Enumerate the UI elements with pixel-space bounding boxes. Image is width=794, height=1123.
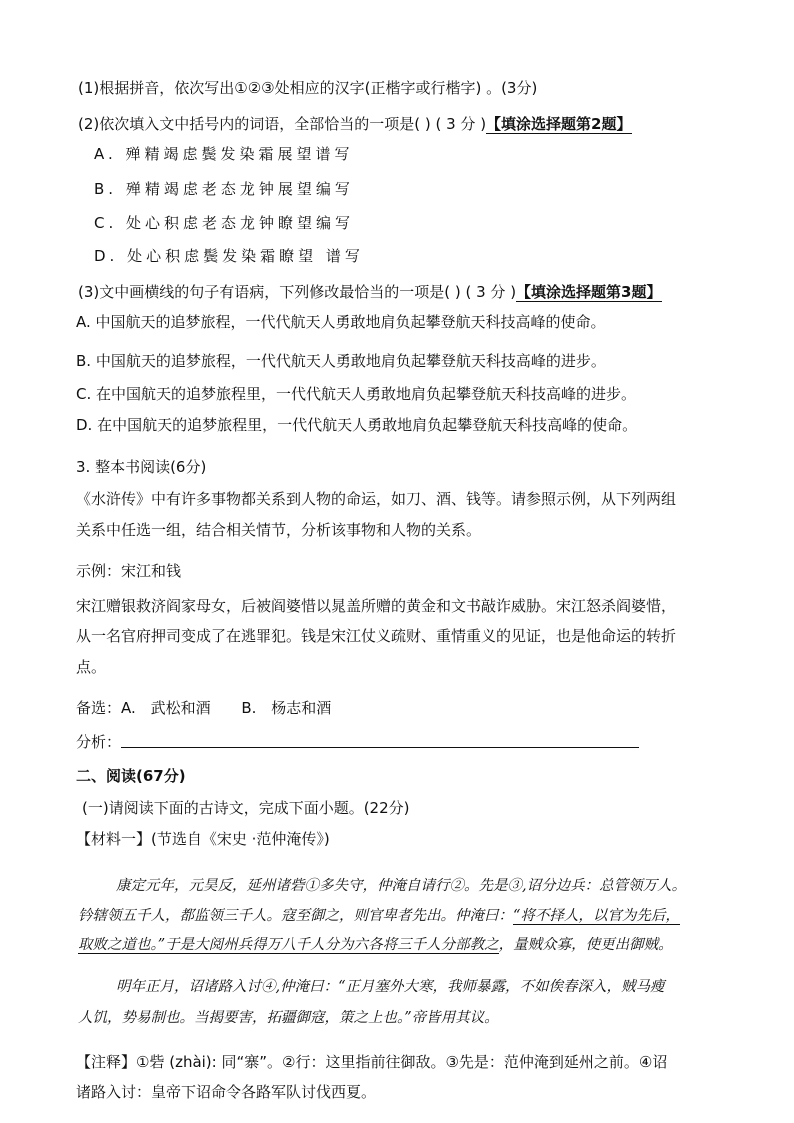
choice-b: 杨志和酒: [271, 699, 332, 717]
question-2-option-b: B. 殚精竭虑老态龙钟展望编写: [94, 180, 354, 198]
question-1: (1)根据拼音，依次写出①②③处相应的汉字(正楷字或行楷字) 。(3分): [78, 79, 538, 97]
passage-2-line-2: 人饥，势易制也。当揭要害，拓疆御寇，策之上也。”帝皆用其议。: [78, 1010, 499, 1026]
question-3-option-a: A. 中国航天的追梦旅程，一代代航天人勇敢地肩负起攀登航天科技高峰的使命。: [76, 313, 606, 331]
underlined-sentence-part-2: 取败之道也。”于是大阅州兵得万八千人分为六各将三千人分部教之: [78, 937, 499, 953]
question-3-tag: 【填涂选择题第3题】: [516, 283, 662, 301]
question-3-text: (3)文中画横线的句子有语病，下列修改最恰当的一项是( ) ( 3 分 ): [78, 283, 517, 301]
passage-1-line-1: 康定元年，元昊反，延州诸砦①多失守，仲淹自请行②。先是③,诏分边兵：总管领万人。: [116, 878, 687, 894]
question-3-option-d: D. 在中国航天的追梦旅程里，一代代航天人勇敢地肩负起攀登航天科技高峰的使命。: [76, 416, 638, 434]
example-label: 示例：宋江和钱: [76, 562, 182, 580]
choice-a: 武松和酒: [150, 699, 211, 717]
part-2-heading: 二、阅读(67分): [76, 767, 186, 785]
question-2-option-c: C. 处心积虑老态龙钟瞭望编写: [94, 214, 355, 232]
annotation-line-2: 诸路入讨：皇帝下诏命令各路军队讨伐西夏。: [76, 1083, 377, 1101]
underlined-sentence-part-1: “将不择人，以官为先后，: [513, 908, 680, 924]
annotation-line-1: 【注释】①砦 (zhài): 同“寨”。②行：这里指前往御敌。③先是：范仲淹到延州之前。④诏: [76, 1053, 668, 1071]
answer-blank-line[interactable]: [121, 747, 639, 748]
question-3-option-b: B. 中国航天的追梦旅程，一代代航天人勇敢地肩负起攀登航天科技高峰的进步。: [76, 352, 606, 370]
example-line-1: 宋江赠银救济阎家母女，后被阎婆惜以晁盖所赠的黄金和文书敲诈威胁。宋江怒杀阎婆惜，: [76, 597, 677, 615]
example-line-3: 点。: [76, 658, 107, 676]
passage-1-line-2: [78, 905, 680, 927]
reading-title: 3. 整本书阅读(6分): [76, 458, 207, 476]
question-3-option-c: C. 在中国航天的追梦旅程里，一代代航天人勇敢地肩负起攀登航天科技高峰的进步。: [76, 385, 637, 403]
example-line-2: 从一名官府押司变成了在逃罪犯。钱是宋江仗义疏财、重情重义的见证，也是他命运的转折: [76, 627, 677, 645]
question-2-text: (2)依次填入文中括号内的词语，全部恰当的一项是( ) ( 3 分 ): [78, 115, 487, 133]
reading-prompt-line-1: 《水浒传》中有许多事物都关系到人物的命运，如刀、酒、钱等。请参照示例，从下列两组: [76, 490, 677, 508]
choice-b-letter: B.: [241, 699, 257, 717]
reading-prompt-line-2: 关系中任选一组，结合相关情节，分析该事物和人物的关系。: [76, 521, 482, 539]
question-2-tag: 【填涂选择题第2题】: [486, 115, 632, 133]
passage-1-line-3-text: ，量贼众寡，使更出御贼。: [498, 937, 673, 953]
passage-2-line-1: 明年正月，诏诸路入讨④,仲淹曰：“正月塞外大寒，我师暴露，不如俟春深入，贼马瘦: [116, 979, 665, 995]
question-2-stem: [78, 113, 632, 135]
material-1-title: 【材料一】(节选自《宋史 ·范仲淹传》): [76, 830, 330, 848]
part-2-subheading: (一)请阅读下面的古诗文，完成下面小题。(22分): [82, 799, 410, 817]
question-3-stem: [78, 281, 662, 303]
choices-row: [76, 697, 331, 719]
question-2-option-d: D. 处心积虑鬓发染霜瞭望 谱写: [94, 247, 364, 265]
passage-1-line-2-text: 钤辖领五千人，都监领三千人。寇至御之，则官卑者先出。仲淹曰：: [78, 908, 513, 924]
choices-label: 备选：A.: [76, 699, 136, 717]
passage-1-line-3: [78, 934, 673, 956]
answer-label: 分析：: [76, 733, 122, 751]
question-2-option-a: A. 殚精竭虑鬓发染霜展望谱写: [94, 145, 354, 163]
